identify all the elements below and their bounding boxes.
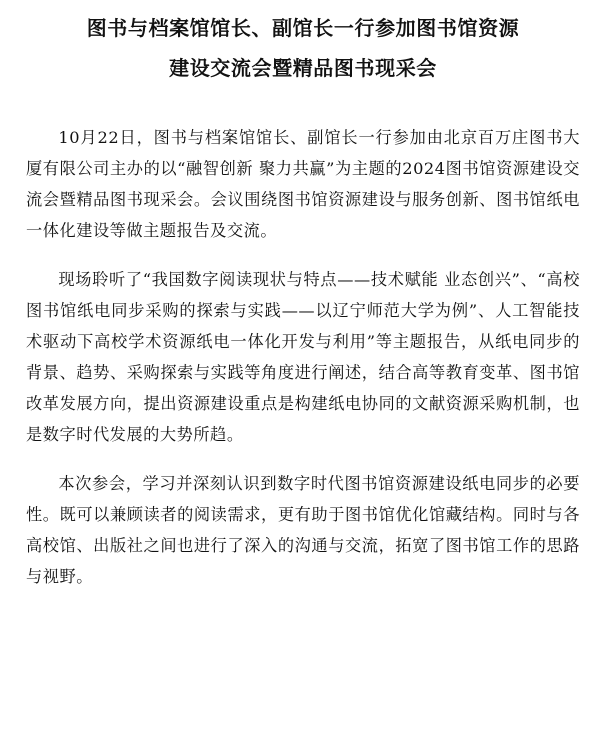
title-line-1: 图书与档案馆馆长、副馆长一行参加图书馆资源 <box>86 16 520 40</box>
document-title <box>26 8 580 88</box>
paragraph-3: 本次参会，学习并深刻认识到数字时代图书馆资源建设纸电同步的必要性。既可以兼顾读者的阅读需求，更有助于图书馆优化馆藏结构。同时与各高校馆、出版社之间也进行了深入的沟通与交流，拓宽了图书馆工作的思路与视野。 <box>26 474 580 586</box>
title-line-2: 建设交流会暨精品图书现采会 <box>169 56 437 80</box>
paragraph-2: 现场聆听了“我国数字阅读现状与特点——技术赋能 业态创兴”、“高校图书馆纸电同步采购的探索与实践——以辽宁师范大学为例”、人工智能技术驱动下高校学术资源纸电一体化开发与利用”等主题报告，从纸电同步的背景、趋势、采购探索与实践等角度进行阐述，结合高等教育变革、图书馆改革发展方向，提出资源建设重点是构建纸电协同的文献资源采购机制，也是数字时代发展的大势所趋。 <box>26 270 580 444</box>
paragraph-1: 10月22日，图书与档案馆馆长、副馆长一行参加由北京百万庄图书大厦有限公司主办的以“融智创新 聚力共赢”为主题的2024图书馆资源建设交流会暨精品图书现采会。会议围绕图书馆资源建设与服务创新、图书馆纸电一体化建设等做主题报告及交流。 <box>26 128 580 240</box>
article-body <box>26 122 580 592</box>
